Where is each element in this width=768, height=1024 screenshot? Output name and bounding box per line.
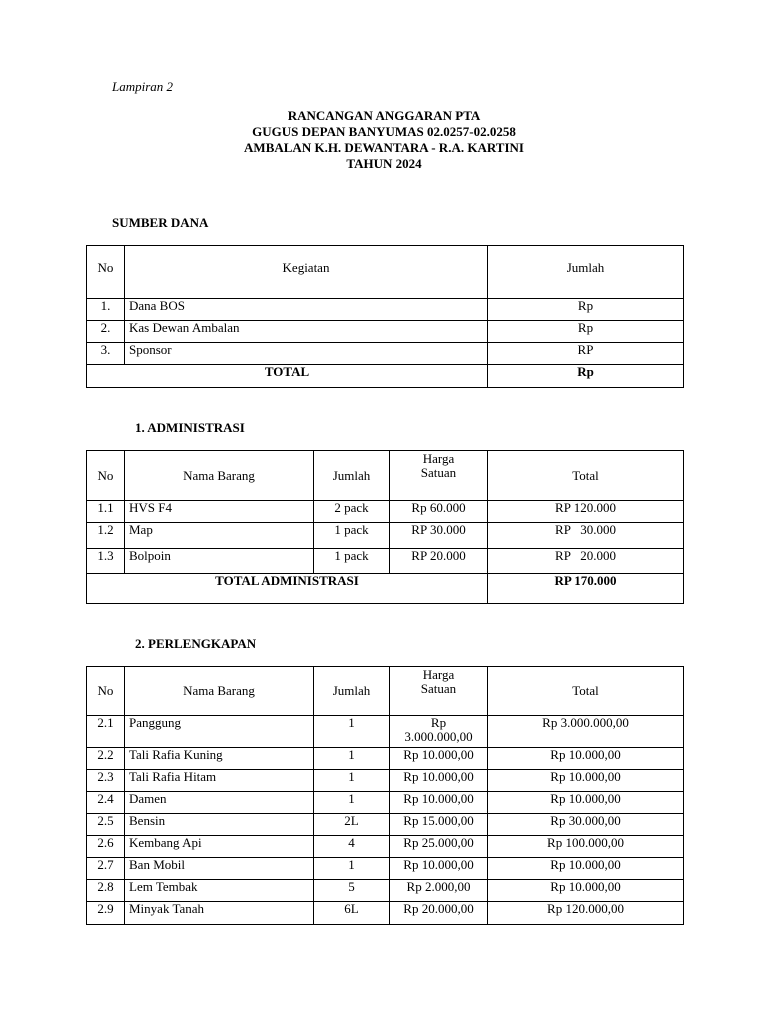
cell-no: 2.4 (87, 792, 125, 814)
table-row (87, 902, 684, 925)
cell-nama-barang: Bensin (125, 814, 314, 836)
cell-total: Rp 120.000,00 (488, 902, 684, 925)
cell-no: 1.1 (87, 501, 125, 523)
administrasi-table (86, 450, 684, 604)
cell-total: Rp 10.000,00 (488, 770, 684, 792)
table-header-row (87, 246, 684, 299)
header-cell: Nama Barang (125, 451, 314, 501)
table-header-row (87, 667, 684, 716)
cell-no: 2.3 (87, 770, 125, 792)
cell-total: Rp 10.000,00 (488, 858, 684, 880)
table-row (87, 792, 684, 814)
header-cell: Nama Barang (125, 667, 314, 716)
heading-line-2: GUGUS DEPAN BANYUMAS 02.0257-02.0258 (252, 124, 516, 139)
cell-jumlah: 1 pack (314, 549, 390, 574)
table-row (87, 501, 684, 523)
heading-line-4: TAHUN 2024 (346, 156, 422, 171)
cell-jumlah: 2 pack (314, 501, 390, 523)
cell-no: 2.1 (87, 716, 125, 748)
cell-nama-barang: Lem Tembak (125, 880, 314, 902)
cell-jumlah: 4 (314, 836, 390, 858)
heading-line-1: RANCANGAN ANGGARAN PTA (287, 108, 481, 123)
table-row (87, 770, 684, 792)
heading-line-3: AMBALAN K.H. DEWANTARA - R.A. KARTINI (244, 140, 524, 155)
cell-nama-barang: Bolpoin (125, 549, 314, 574)
sumber-dana-table (86, 245, 684, 388)
cell-harga-satuan: Rp 20.000,00 (390, 902, 488, 925)
cell-jumlah: 1 (314, 792, 390, 814)
section-title-administrasi: 1. ADMINISTRASI (135, 420, 245, 435)
cell-harga-satuan: Rp 10.000,00 (390, 748, 488, 770)
cell-harga-satuan: Rp 60.000 (390, 501, 488, 523)
cell-nama-barang: Tali Rafia Kuning (125, 748, 314, 770)
cell-jumlah: 2L (314, 814, 390, 836)
cell-harga-satuan: Rp 10.000,00 (390, 858, 488, 880)
cell-total: Rp 3.000.000,00 (488, 716, 684, 748)
header-cell: Jumlah (488, 246, 684, 299)
cell-harga-satuan: RP 20.000 (390, 549, 488, 574)
cell-kegiatan: Sponsor (125, 343, 488, 365)
cell-jumlah: 5 (314, 880, 390, 902)
cell-jumlah: 1 (314, 770, 390, 792)
cell-nama-barang: Damen (125, 792, 314, 814)
cell-total: RP 20.000 (488, 549, 684, 574)
header-cell: No (87, 451, 125, 501)
cell-harga-satuan: Rp 10.000,00 (390, 792, 488, 814)
cell-total: Rp 10.000,00 (488, 792, 684, 814)
cell-total: Rp 10.000,00 (488, 748, 684, 770)
table-row (87, 321, 684, 343)
cell-harga-satuan: Rp 2.000,00 (390, 880, 488, 902)
cell-no: 2.9 (87, 902, 125, 925)
cell-nama-barang: Panggung (125, 716, 314, 748)
cell-jumlah: 1 pack (314, 523, 390, 549)
cell-jumlah: RP (488, 343, 684, 365)
header-cell: Total (488, 667, 684, 716)
header-cell: No (87, 667, 125, 716)
cell-nama-barang: Kembang Api (125, 836, 314, 858)
cell-nama-barang: Ban Mobil (125, 858, 314, 880)
cell-kegiatan: Kas Dewan Ambalan (125, 321, 488, 343)
cell-no: 2.5 (87, 814, 125, 836)
cell-jumlah: 1 (314, 748, 390, 770)
total-row (87, 574, 684, 604)
cell-harga-satuan: Rp 15.000,00 (390, 814, 488, 836)
cell-no: 1. (87, 299, 125, 321)
cell-nama-barang: Map (125, 523, 314, 549)
cell-total: Rp 10.000,00 (488, 880, 684, 902)
document-heading (0, 108, 768, 172)
cell-harga-satuan: Rp 10.000,00 (390, 770, 488, 792)
table-row (87, 343, 684, 365)
header-cell: Jumlah (314, 451, 390, 501)
cell-nama-barang: HVS F4 (125, 501, 314, 523)
section-title-sumber-dana: SUMBER DANA (112, 215, 209, 230)
table-header-row (87, 451, 684, 501)
perlengkapan-table (86, 666, 684, 925)
total-value: Rp (488, 365, 684, 388)
table-row (87, 880, 684, 902)
attachment-label: Lampiran 2 (112, 79, 174, 94)
cell-jumlah: 6L (314, 902, 390, 925)
total-row (87, 365, 684, 388)
section-title-perlengkapan: 2. PERLENGKAPAN (135, 636, 257, 651)
cell-kegiatan: Dana BOS (125, 299, 488, 321)
header-cell: Kegiatan (125, 246, 488, 299)
cell-no: 3. (87, 343, 125, 365)
cell-no: 2. (87, 321, 125, 343)
table-row (87, 716, 684, 748)
header-cell: No (87, 246, 125, 299)
total-value: RP 170.000 (488, 574, 684, 604)
cell-no: 2.2 (87, 748, 125, 770)
cell-total: RP 120.000 (488, 501, 684, 523)
table-row (87, 814, 684, 836)
header-cell: Total (488, 451, 684, 501)
cell-no: 1.2 (87, 523, 125, 549)
cell-no: 2.7 (87, 858, 125, 880)
header-cell: Jumlah (314, 667, 390, 716)
cell-no: 2.8 (87, 880, 125, 902)
cell-harga-satuan: Rp 25.000,00 (390, 836, 488, 858)
cell-jumlah: 1 (314, 858, 390, 880)
table-row (87, 836, 684, 858)
cell-no: 2.6 (87, 836, 125, 858)
cell-jumlah: 1 (314, 716, 390, 748)
table-row (87, 549, 684, 574)
table-row (87, 858, 684, 880)
table-row (87, 523, 684, 549)
total-label: TOTAL (87, 365, 488, 388)
cell-nama-barang: Tali Rafia Hitam (125, 770, 314, 792)
table-row (87, 748, 684, 770)
header-cell: Harga Satuan (390, 667, 488, 716)
cell-jumlah: Rp (488, 299, 684, 321)
cell-no: 1.3 (87, 549, 125, 574)
header-cell: Harga Satuan (390, 451, 488, 501)
total-label: TOTAL ADMINISTRASI (87, 574, 488, 604)
cell-total: Rp 100.000,00 (488, 836, 684, 858)
cell-harga-satuan: RP 30.000 (390, 523, 488, 549)
cell-nama-barang: Minyak Tanah (125, 902, 314, 925)
cell-total: RP 30.000 (488, 523, 684, 549)
cell-harga-satuan: Rp 3.000.000,00 (390, 716, 488, 748)
cell-total: Rp 30.000,00 (488, 814, 684, 836)
cell-jumlah: Rp (488, 321, 684, 343)
table-row (87, 299, 684, 321)
